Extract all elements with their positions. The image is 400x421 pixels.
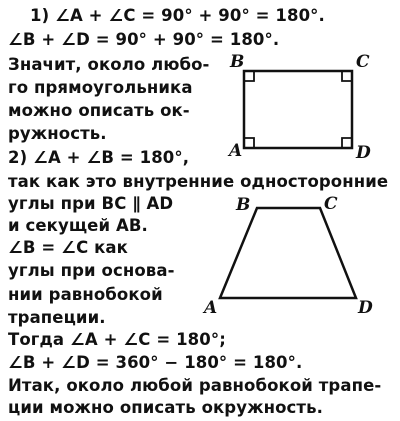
rect-label-b: B bbox=[230, 52, 245, 72]
text-line: можно описать ок- bbox=[8, 101, 190, 120]
right-angle-mark-b bbox=[244, 71, 254, 81]
text-line: нии равнобокой bbox=[8, 285, 163, 304]
text-line: и секущей AB. bbox=[8, 216, 148, 235]
text-line: ружность. bbox=[8, 124, 107, 143]
trap-label-d: D bbox=[358, 298, 373, 318]
text-line: ∠B = ∠C как bbox=[8, 238, 128, 257]
rect-label-c: C bbox=[356, 52, 370, 72]
text-line: углы при BC ∥ AD bbox=[8, 194, 174, 213]
right-angle-mark-a bbox=[244, 138, 254, 148]
rect-label-a: A bbox=[229, 141, 243, 161]
text-line: ∠B + ∠D = 360° − 180° = 180°. bbox=[8, 353, 303, 372]
rectangle-shape bbox=[244, 71, 352, 148]
text-line: Итак, около любой равнобокой трапе- bbox=[8, 376, 382, 395]
right-angle-mark-d bbox=[342, 138, 352, 148]
trap-label-b: B bbox=[236, 195, 251, 215]
text-line: 2) ∠A + ∠B = 180°, bbox=[8, 148, 190, 167]
text-line: трапеции. bbox=[8, 308, 106, 327]
right-angle-mark-c bbox=[342, 71, 352, 81]
text-line: углы при основа- bbox=[8, 261, 175, 280]
text-line: ции можно описать окружность. bbox=[8, 398, 323, 417]
text-line: Значит, около любо- bbox=[8, 55, 210, 74]
text-line: 1) ∠A + ∠C = 90° + 90° = 180°. bbox=[30, 6, 325, 25]
rect-label-d: D bbox=[356, 143, 371, 163]
trap-label-c: C bbox=[324, 194, 338, 214]
trap-label-a: A bbox=[204, 298, 218, 318]
text-line: ∠B + ∠D = 90° + 90° = 180°. bbox=[8, 30, 280, 49]
text-line: Тогда ∠A + ∠C = 180°; bbox=[8, 330, 226, 349]
trapezoid-shape bbox=[220, 208, 356, 298]
text-line: так как это внутренние односторонние bbox=[8, 172, 389, 191]
text-line: го прямоугольника bbox=[8, 78, 193, 97]
